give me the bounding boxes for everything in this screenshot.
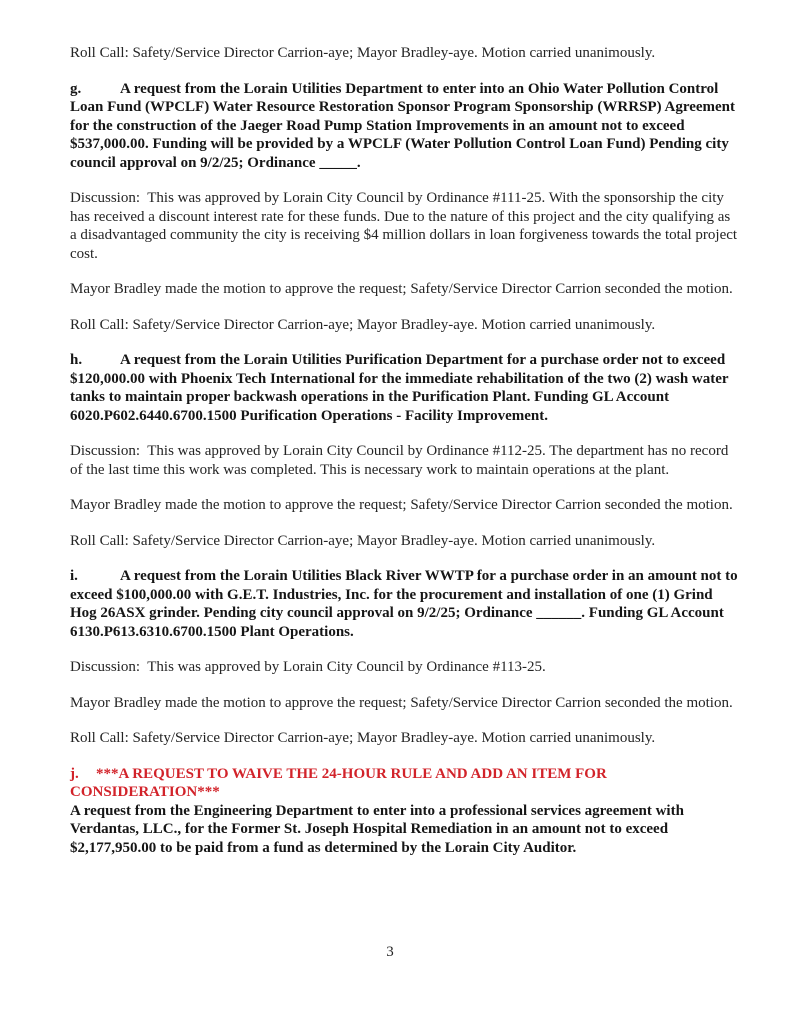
roll-call-g: Roll Call: Safety/Service Director Carrion-aye; Mayor Bradley-aye. Motion carried unanimously. (70, 316, 656, 333)
agenda-item-i-text: A request from the Lorain Utilities Black River WWTP for a purchase order in an amount not to exceed $100,000.00 with G.E.T. Industries, Inc. for the procurement and installation of one (1) Grind Hog 26ASX grinder. Pending city council approval on 9/2/25; Ordinance ______. Funding GL Account 6130.P613.6310.6700.1500 Plant Operations. (70, 568, 742, 640)
agenda-item-h (70, 351, 740, 425)
agenda-item-h-text: A request from the Lorain Utilities Purification Department for a purchase order not to exceed $120,000.00 with Phoenix Tech International for the immediate rehabilitation of the two (2) wash water tanks to maintain proper backwash operations in the Purification Plant. Funding GL Account 6020.P602.6440.6700.1500 Purification Operations - Facility Improvement. (70, 352, 733, 424)
agenda-item-g (70, 80, 740, 173)
agenda-item-h-letter: h. (70, 352, 83, 368)
roll-call-line-f: Roll Call: Safety/Service Director Carrion-aye; Mayor Bradley-aye. Motion carried unanimously. (70, 45, 656, 61)
agenda-item-j-letter: j. (70, 765, 79, 782)
discussion-h: Discussion: This was approved by Lorain City Council by Ordinance #112-25. The department has no record of the last time this work was completed. This is necessary work to maintain operations at the plant. (70, 443, 733, 478)
roll-call-h: Roll Call: Safety/Service Director Carrion-aye; Mayor Bradley-aye. Motion carried unanimously. (70, 532, 656, 549)
motion-g: Mayor Bradley made the motion to approve the request; Safety/Service Director Carrion seconded the motion. (70, 281, 733, 297)
agenda-item-g-text: A request from the Lorain Utilities Department to enter into an Ohio Water Pollution Control Loan Fund (WPCLF) Water Resource Restoration Sponsor Program Sponsorship (WRRSP) Agreement for the construction of the Jaeger Road Pump Station Improvements in an amount not to exceed $537,000.00. Funding will be provided by a WPCLF (Water Pollution Control Loan Fund) Pending city council approval on 9/2/25; Ordinance _____. (70, 80, 739, 171)
agenda-item-i-letter: i. (70, 568, 78, 584)
roll-call-i: Roll Call: Safety/Service Director Carrion-aye; Mayor Bradley-aye. Motion carried unanimously. (70, 730, 656, 746)
agenda-item-i (70, 567, 740, 641)
agenda-item-g-letter: g. (70, 80, 82, 97)
motion-h: Mayor Bradley made the motion to approve the request; Safety/Service Director Carrion seconded the motion. (70, 497, 733, 513)
discussion-g: Discussion: This was approved by Lorain City Council by Ordinance #111-25. With the sponsorship the city has received a discount interest rate for these funds. Due to the nature of this project and the city qualifying as a disadvantaged community the city is receiving $4 million dollars in loan forgiveness towards the total project cost. (70, 190, 741, 262)
agenda-item-j-body: A request from the Engineering Department to enter into a professional services agreement with Verdantas, LLC., for the Former St. Joseph Hospital Remediation in an amount not to exceed $2,177,950.00 to be paid from a fund as determined by the Lorain City Auditor. (70, 802, 688, 856)
motion-i: Mayor Bradley made the motion to approve the request; Safety/Service Director Carrion seconded the motion. (70, 694, 733, 711)
agenda-item-j-heading-text: ***A REQUEST TO WAIVE THE 24-HOUR RULE AND ADD AN ITEM FOR CONSIDERATION*** (70, 765, 611, 800)
agenda-item-j-heading (70, 765, 740, 802)
discussion-i: Discussion: This was approved by Lorain City Council by Ordinance #113-25. (70, 659, 546, 675)
page-number: 3 (386, 944, 394, 960)
